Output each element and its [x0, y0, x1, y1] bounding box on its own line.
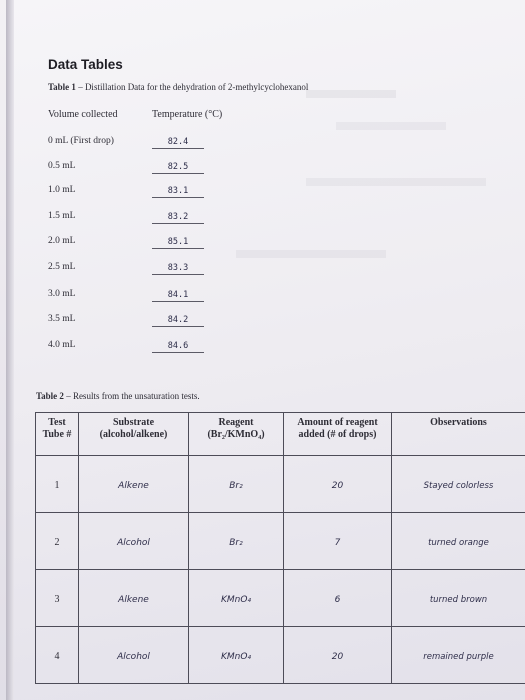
table2-cell-drops — [284, 627, 392, 684]
table2-cell-drops-text: 6 — [334, 595, 341, 605]
table2-cell-drops — [284, 570, 392, 627]
table2-cell-substrate — [79, 456, 189, 513]
table2-caption-label: Table 2 — [36, 391, 64, 401]
bleed-through-1 — [306, 90, 396, 98]
table2-cell-drops — [284, 456, 392, 513]
table2-cell-reagent-text: KMnO₄ — [220, 595, 252, 605]
table2-cell-substrate — [79, 570, 189, 627]
table2-row — [36, 627, 525, 684]
table2-header-amount — [284, 413, 392, 456]
table2-body — [36, 456, 525, 684]
header-substrate-text: Substrate (alcohol/alkene) — [99, 417, 168, 440]
table2-header-substrate — [79, 413, 189, 456]
table1-volume-cell: 2.5 mL — [48, 262, 76, 272]
table1-volume-cell: 2.0 mL — [48, 236, 76, 246]
table1-volume-cell: 0 mL (First drop) — [48, 136, 114, 146]
bleed-through-2 — [336, 122, 446, 130]
bleed-through-3 — [306, 178, 486, 186]
bleed-through-4 — [236, 250, 386, 258]
table2-cell-tube — [36, 627, 79, 684]
table1-temperature-cell: 82.5 — [152, 162, 204, 174]
table2-header-tube — [36, 413, 79, 456]
table2-cell-substrate-text: Alcohol — [117, 652, 150, 662]
table1-caption — [48, 82, 308, 92]
table2-cell-substrate-text: Alcohol — [117, 538, 150, 548]
page-edge-shadow — [6, 0, 14, 700]
table2-cell-drops — [284, 513, 392, 570]
table2-cell-tube-text: 2 — [54, 537, 60, 548]
header-reagent-text: Reagent (Br₂/KMnO₄) — [207, 417, 265, 440]
table2-cell-tube-text: 3 — [54, 594, 60, 605]
table2-cell-reagent-text: Br₂ — [229, 481, 243, 491]
table1-temperature-cell: 83.1 — [152, 186, 204, 198]
table2-cell-observation — [392, 513, 525, 570]
table2-cell-observation-text: turned brown — [429, 595, 488, 605]
table2-cell-reagent — [189, 627, 284, 684]
table1-temperature-cell: 83.3 — [152, 263, 204, 275]
table2-cell-observation-text: turned orange — [428, 538, 489, 548]
table2-cell-reagent — [189, 456, 284, 513]
table2-cell-tube — [36, 570, 79, 627]
table2-cell-observation — [392, 627, 525, 684]
table1-temperature-cell: 83.2 — [152, 212, 204, 224]
table2-header-row — [36, 413, 525, 456]
table2-cell-observation — [392, 570, 525, 627]
table2-cell-reagent — [189, 513, 284, 570]
table1-volume-cell: 1.5 mL — [48, 211, 76, 221]
header-tube-text: Test Tube # — [42, 417, 72, 440]
table2-cell-tube-text: 1 — [54, 480, 60, 491]
table1-col-volume: Volume collected — [48, 109, 118, 120]
table1-volume-cell: 3.0 mL — [48, 289, 76, 299]
table2-cell-drops-text: 7 — [334, 538, 341, 548]
table1-temperature-cell: 82.4 — [152, 137, 204, 149]
table1-volume-cell: 1.0 mL — [48, 185, 76, 195]
table2-cell-observation-text: Stayed colorless — [423, 481, 494, 491]
table2-cell-drops-text: 20 — [331, 481, 344, 491]
worksheet-page — [6, 0, 525, 700]
table2-row — [36, 570, 525, 627]
table2-cell-tube — [36, 513, 79, 570]
page-title: Data Tables — [48, 57, 123, 72]
table1-temperature-cell: 85.1 — [152, 237, 204, 249]
table1-col-temperature: Temperature (°C) — [152, 109, 223, 120]
table2-cell-observation-text: remained purple — [423, 652, 494, 662]
header-observations-text: Observations — [430, 417, 487, 428]
table1-temperature-cell: 84.2 — [152, 315, 204, 327]
header-amount-text: Amount of reagent added (# of drops) — [297, 417, 378, 440]
table1-temperature-cell: 84.1 — [152, 290, 204, 302]
table2-row — [36, 513, 525, 570]
table2-caption — [36, 391, 200, 401]
table2-cell-reagent — [189, 570, 284, 627]
table2-cell-reagent-text: Br₂ — [229, 538, 243, 548]
table1-caption-text: – Distillation Data for the dehydration of 2-methylcyclohexanol — [75, 82, 309, 92]
table2-cell-reagent-text: KMnO₄ — [220, 652, 252, 662]
table1-volume-cell: 0.5 mL — [48, 161, 76, 171]
table2 — [35, 412, 525, 684]
table2-cell-tube-text: 4 — [54, 651, 60, 662]
table2-cell-substrate-text: Alkene — [118, 595, 149, 605]
table2-caption-text: – Results from the unsaturation tests. — [63, 391, 200, 401]
table2-cell-substrate-text: Alkene — [118, 481, 149, 491]
table1-temperature-cell: 84.6 — [152, 341, 204, 353]
table2-cell-substrate — [79, 513, 189, 570]
table2-cell-observation — [392, 456, 525, 513]
table1-volume-cell: 4.0 mL — [48, 340, 76, 350]
table2-header-observations — [392, 413, 525, 456]
table1-caption-label: Table 1 — [48, 82, 76, 92]
table2-header-reagent — [189, 413, 284, 456]
table2-cell-substrate — [79, 627, 189, 684]
table2-cell-drops-text: 20 — [331, 652, 344, 662]
table1-volume-cell: 3.5 mL — [48, 314, 76, 324]
table2-cell-tube — [36, 456, 79, 513]
table2-row — [36, 456, 525, 513]
